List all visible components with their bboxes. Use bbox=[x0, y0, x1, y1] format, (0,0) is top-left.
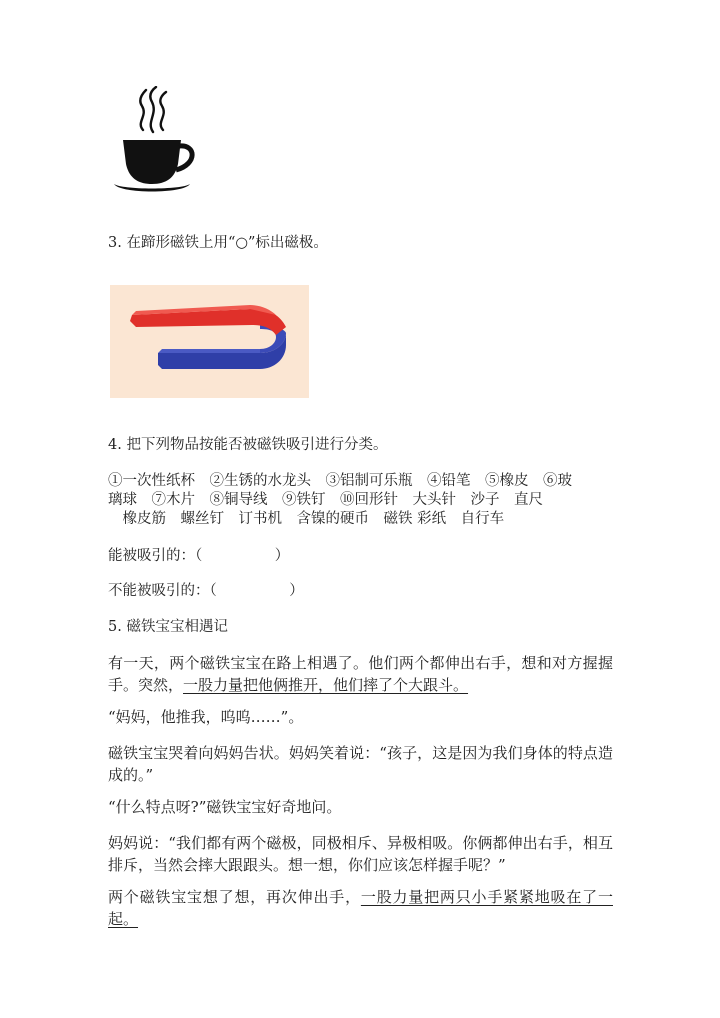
attracted-answer-line: 能被吸引的：（ ） bbox=[108, 548, 290, 564]
story-p1-text: 有一天，两个磁铁宝宝在路上相遇了。他们两个都伸出右手，想和对方握握手。突然， bbox=[108, 654, 613, 694]
story-p6-underlined: 一股力量把两只小手紧紧地吸在了一起。 bbox=[108, 888, 613, 928]
story-paragraph-2: “妈妈，他推我，呜呜……”。 bbox=[108, 708, 304, 726]
horseshoe-magnet-image bbox=[110, 285, 309, 398]
items-list-line-2: 璃球 ⑦木片 ⑧铜导线 ⑨铁钉 ⑩回形针 大头针 沙子 直尺 bbox=[108, 492, 543, 508]
story-p6-text: 两个磁铁宝宝想了想，再次伸出手， bbox=[108, 888, 361, 906]
steaming-coffee-cup-icon bbox=[112, 86, 196, 198]
story-paragraph-3: 磁铁宝宝哭着向妈妈告状。妈妈笑着说：“孩子，这是因为我们身体的特点造成的。” bbox=[108, 744, 613, 784]
question-3: 3. 在蹄形磁铁上用“○”标出磁极。 bbox=[108, 235, 328, 251]
story-paragraph-4: “什么特点呀?”磁铁宝宝好奇地问。 bbox=[108, 798, 342, 816]
story-paragraph-1 bbox=[108, 652, 613, 696]
question-5-title: 5. 磁铁宝宝相遇记 bbox=[108, 619, 228, 635]
items-list-line-3: 橡皮筋 螺丝钉 订书机 含镍的硬币 磁铁 彩纸 自行车 bbox=[108, 511, 505, 527]
story-paragraph-6 bbox=[108, 886, 613, 930]
not-attracted-answer-line: 不能被吸引的：（ ） bbox=[108, 583, 304, 599]
question-4: 4. 把下列物品按能否被磁铁吸引进行分类。 bbox=[108, 437, 388, 453]
story-paragraph-5: 妈妈说：“我们都有两个磁极，同极相斥、异极相吸。你俩都伸出右手，相互排斥，当然会摔大跟跟头。想一想，你们应该怎样握手呢？” bbox=[108, 834, 613, 874]
story-p1-underlined: 一股力量把他俩推开，他们摔了个大跟斗。 bbox=[183, 676, 469, 694]
items-list-line-1: ①一次性纸杯 ②生锈的水龙头 ③铝制可乐瓶 ④铅笔 ⑤橡皮 ⑥玻 bbox=[108, 473, 572, 489]
